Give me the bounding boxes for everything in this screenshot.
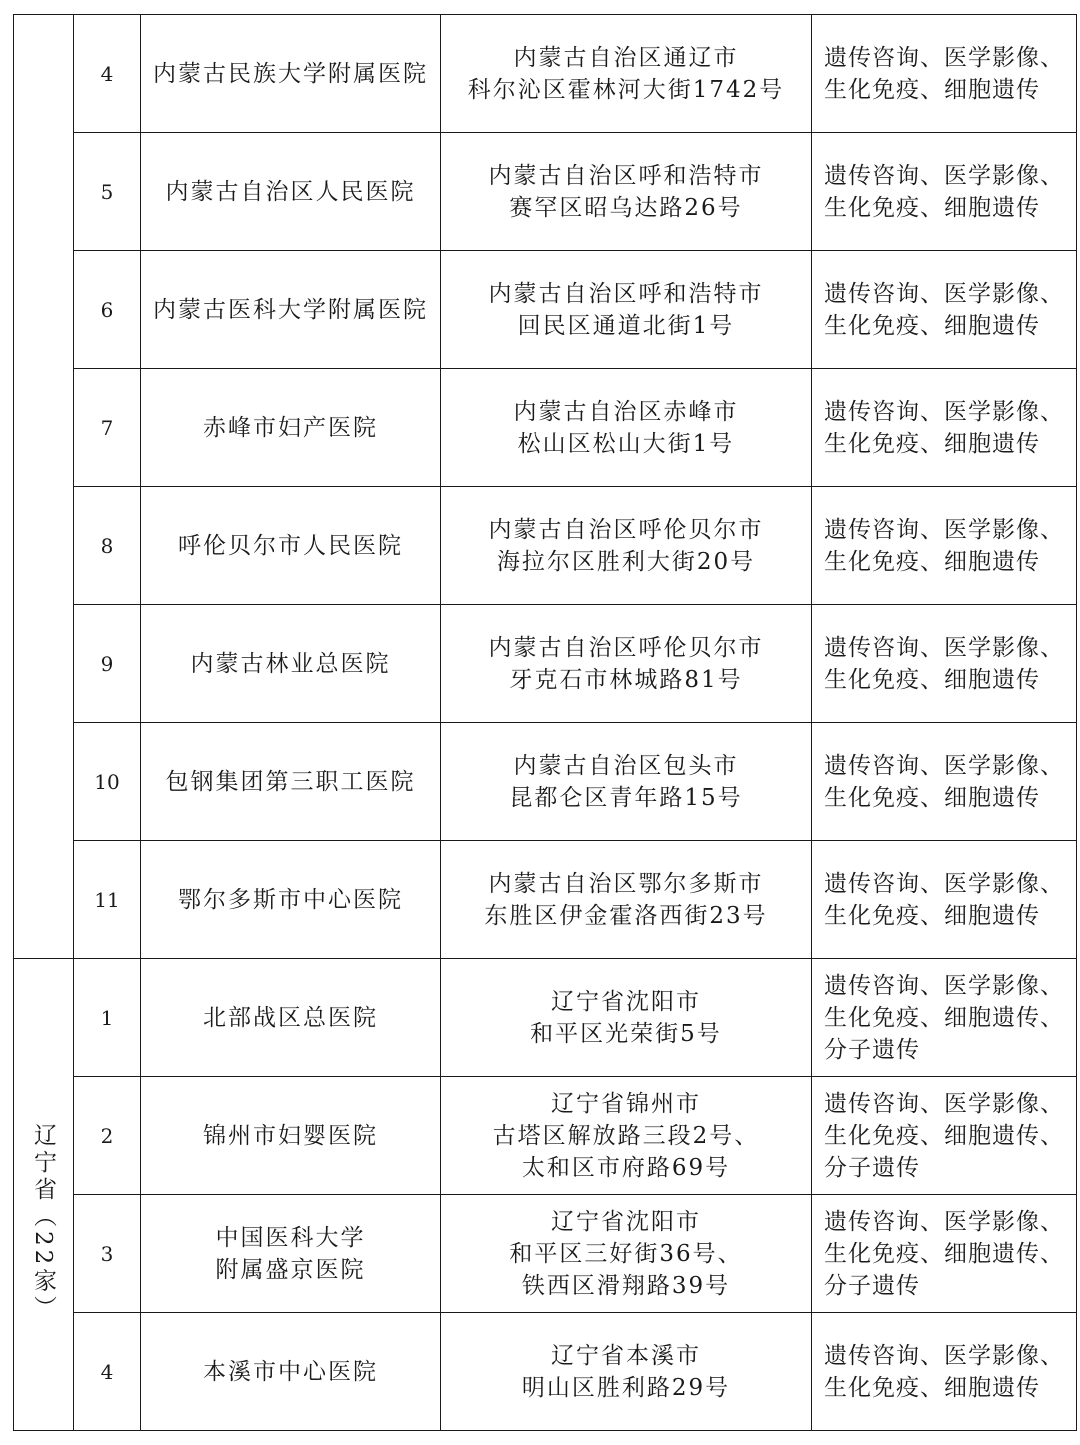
- hospital-table: [13, 14, 1077, 1431]
- hospital-services-line: 分子遗传: [824, 1036, 920, 1063]
- table-row: [14, 369, 1077, 487]
- hospital-services-line: 生化免疫、细胞遗传: [824, 76, 1040, 103]
- hospital-name-line: 锦州市妇婴医院: [203, 1122, 378, 1149]
- hospital-address-line: 内蒙古自治区呼和浩特市: [488, 162, 764, 189]
- table-row: [14, 487, 1077, 605]
- table-body: [14, 15, 1077, 1431]
- hospital-name-cell: [141, 1195, 441, 1313]
- hospital-name-cell: [141, 1077, 441, 1195]
- table-row: [14, 841, 1077, 959]
- row-number: 5: [74, 133, 141, 251]
- hospital-name-line: 内蒙古自治区人民医院: [165, 178, 416, 205]
- hospital-services-line: 生化免疫、细胞遗传: [824, 666, 1040, 693]
- hospital-name-cell: [141, 959, 441, 1077]
- hospital-address-line: 内蒙古自治区鄂尔多斯市: [488, 870, 764, 897]
- hospital-services-cell: [812, 959, 1077, 1077]
- hospital-name-cell: [141, 841, 441, 959]
- table-row: [14, 605, 1077, 723]
- hospital-name-line: 北部战区总医院: [203, 1004, 378, 1031]
- hospital-name-cell: [141, 251, 441, 369]
- hospital-name-cell: [141, 487, 441, 605]
- hospital-name-line: 中国医科大学: [215, 1224, 366, 1251]
- hospital-address-line: 辽宁省锦州市: [551, 1090, 701, 1117]
- hospital-address-line: 古塔区解放路三段2号、: [492, 1122, 760, 1149]
- hospital-address-cell: [441, 841, 812, 959]
- hospital-address-line: 牙克石市林城路81号: [509, 666, 743, 693]
- hospital-name-line: 附属盛京医院: [215, 1256, 366, 1283]
- hospital-services-line: 遗传咨询、医学影像、: [824, 634, 1064, 661]
- hospital-name-line: 内蒙古林业总医院: [190, 650, 391, 677]
- hospital-services-line: 遗传咨询、医学影像、: [824, 280, 1064, 307]
- hospital-services-line: 分子遗传: [824, 1272, 920, 1299]
- hospital-name-cell: [141, 723, 441, 841]
- row-number: 3: [74, 1195, 141, 1313]
- row-number: 7: [74, 369, 141, 487]
- row-number: 10: [74, 723, 141, 841]
- row-number: 4: [74, 1313, 141, 1431]
- hospital-services-line: 生化免疫、细胞遗传: [824, 784, 1040, 811]
- hospital-services-line: 遗传咨询、医学影像、: [824, 44, 1064, 71]
- hospital-services-line: 遗传咨询、医学影像、: [824, 972, 1064, 999]
- hospital-name-cell: [141, 15, 441, 133]
- hospital-address-cell: [441, 1077, 812, 1195]
- hospital-services-line: 生化免疫、细胞遗传: [824, 430, 1040, 457]
- row-number: 4: [74, 15, 141, 133]
- hospital-services-line: 遗传咨询、医学影像、: [824, 398, 1064, 425]
- hospital-name-line: 内蒙古民族大学附属医院: [153, 60, 428, 87]
- hospital-address-line: 内蒙古自治区呼伦贝尔市: [488, 516, 764, 543]
- hospital-address-line: 东胜区伊金霍洛西街23号: [484, 902, 768, 929]
- hospital-address-cell: [441, 15, 812, 133]
- province-label: 辽宁省（22家）: [30, 1122, 56, 1323]
- hospital-address-cell: [441, 605, 812, 723]
- hospital-address-line: 内蒙古自治区呼伦贝尔市: [488, 634, 764, 661]
- hospital-address-cell: [441, 1195, 812, 1313]
- table-row: [14, 251, 1077, 369]
- hospital-address-line: 科尔沁区霍林河大街1742号: [467, 76, 785, 103]
- hospital-services-cell: [812, 251, 1077, 369]
- hospital-services-line: 生化免疫、细胞遗传、: [824, 1240, 1064, 1267]
- hospital-services-cell: [812, 841, 1077, 959]
- hospital-services-cell: [812, 723, 1077, 841]
- hospital-name-line: 赤峰市妇产医院: [203, 414, 378, 441]
- row-number: 1: [74, 959, 141, 1077]
- hospital-services-line: 遗传咨询、医学影像、: [824, 162, 1064, 189]
- hospital-services-line: 分子遗传: [824, 1154, 920, 1181]
- hospital-services-cell: [812, 1195, 1077, 1313]
- row-number: 11: [74, 841, 141, 959]
- hospital-services-line: 生化免疫、细胞遗传: [824, 1374, 1040, 1401]
- hospital-services-cell: [812, 1313, 1077, 1431]
- hospital-name-line: 本溪市中心医院: [203, 1358, 378, 1385]
- hospital-services-cell: [812, 133, 1077, 251]
- table-row: [14, 15, 1077, 133]
- hospital-services-line: 遗传咨询、医学影像、: [824, 1090, 1064, 1117]
- province-cell: [14, 959, 74, 1431]
- hospital-services-line: 生化免疫、细胞遗传、: [824, 1122, 1064, 1149]
- hospital-services-line: 生化免疫、细胞遗传: [824, 902, 1040, 929]
- hospital-services-cell: [812, 15, 1077, 133]
- hospital-services-cell: [812, 487, 1077, 605]
- hospital-address-line: 松山区松山大街1号: [517, 430, 735, 457]
- hospital-address-cell: [441, 1313, 812, 1431]
- hospital-name-line: 鄂尔多斯市中心医院: [178, 886, 403, 913]
- hospital-name-cell: [141, 605, 441, 723]
- hospital-services-line: 生化免疫、细胞遗传: [824, 312, 1040, 339]
- hospital-name-cell: [141, 133, 441, 251]
- hospital-address-line: 和平区三好街36号、: [509, 1240, 743, 1267]
- hospital-address-cell: [441, 959, 812, 1077]
- hospital-services-line: 生化免疫、细胞遗传: [824, 548, 1040, 575]
- hospital-address-line: 铁西区滑翔路39号: [521, 1272, 731, 1299]
- table-row: [14, 959, 1077, 1077]
- row-number: 8: [74, 487, 141, 605]
- hospital-services-line: 遗传咨询、医学影像、: [824, 1342, 1064, 1369]
- province-cell: [14, 15, 74, 959]
- hospital-services-cell: [812, 369, 1077, 487]
- hospital-name-line: 呼伦贝尔市人民医院: [178, 532, 403, 559]
- hospital-address-cell: [441, 369, 812, 487]
- hospital-services-line: 遗传咨询、医学影像、: [824, 516, 1064, 543]
- hospital-services-cell: [812, 605, 1077, 723]
- hospital-name-line: 包钢集团第三职工医院: [165, 768, 416, 795]
- hospital-services-line: 生化免疫、细胞遗传: [824, 194, 1040, 221]
- hospital-name-cell: [141, 369, 441, 487]
- table-row: [14, 133, 1077, 251]
- hospital-address-cell: [441, 487, 812, 605]
- hospital-address-line: 海拉尔区胜利大街20号: [496, 548, 756, 575]
- hospital-address-line: 内蒙古自治区赤峰市: [513, 398, 739, 425]
- row-number: 9: [74, 605, 141, 723]
- hospital-address-line: 辽宁省沈阳市: [551, 988, 701, 1015]
- hospital-address-line: 辽宁省本溪市: [551, 1342, 701, 1369]
- hospital-services-line: 遗传咨询、医学影像、: [824, 870, 1064, 897]
- hospital-services-line: 遗传咨询、医学影像、: [824, 1208, 1064, 1235]
- hospital-name-cell: [141, 1313, 441, 1431]
- hospital-address-line: 辽宁省沈阳市: [551, 1208, 701, 1235]
- hospital-address-line: 内蒙古自治区通辽市: [513, 44, 739, 71]
- hospital-address-line: 和平区光荣街5号: [530, 1020, 722, 1047]
- row-number: 6: [74, 251, 141, 369]
- table-row: [14, 723, 1077, 841]
- hospital-address-line: 回民区通道北街1号: [517, 312, 735, 339]
- hospital-address-line: 内蒙古自治区包头市: [513, 752, 739, 779]
- hospital-address-cell: [441, 251, 812, 369]
- hospital-services-line: 生化免疫、细胞遗传、: [824, 1004, 1064, 1031]
- hospital-address-line: 赛罕区昭乌达路26号: [509, 194, 743, 221]
- hospital-address-line: 太和区市府路69号: [521, 1154, 731, 1181]
- hospital-address-line: 内蒙古自治区呼和浩特市: [488, 280, 764, 307]
- hospital-address-line: 昆都仑区青年路15号: [509, 784, 743, 811]
- hospital-address-line: 明山区胜利路29号: [521, 1374, 731, 1401]
- table-row: [14, 1195, 1077, 1313]
- table-row: [14, 1313, 1077, 1431]
- hospital-services-line: 遗传咨询、医学影像、: [824, 752, 1064, 779]
- row-number: 2: [74, 1077, 141, 1195]
- hospital-address-cell: [441, 133, 812, 251]
- hospital-address-cell: [441, 723, 812, 841]
- hospital-services-cell: [812, 1077, 1077, 1195]
- hospital-name-line: 内蒙古医科大学附属医院: [153, 296, 428, 323]
- table-row: [14, 1077, 1077, 1195]
